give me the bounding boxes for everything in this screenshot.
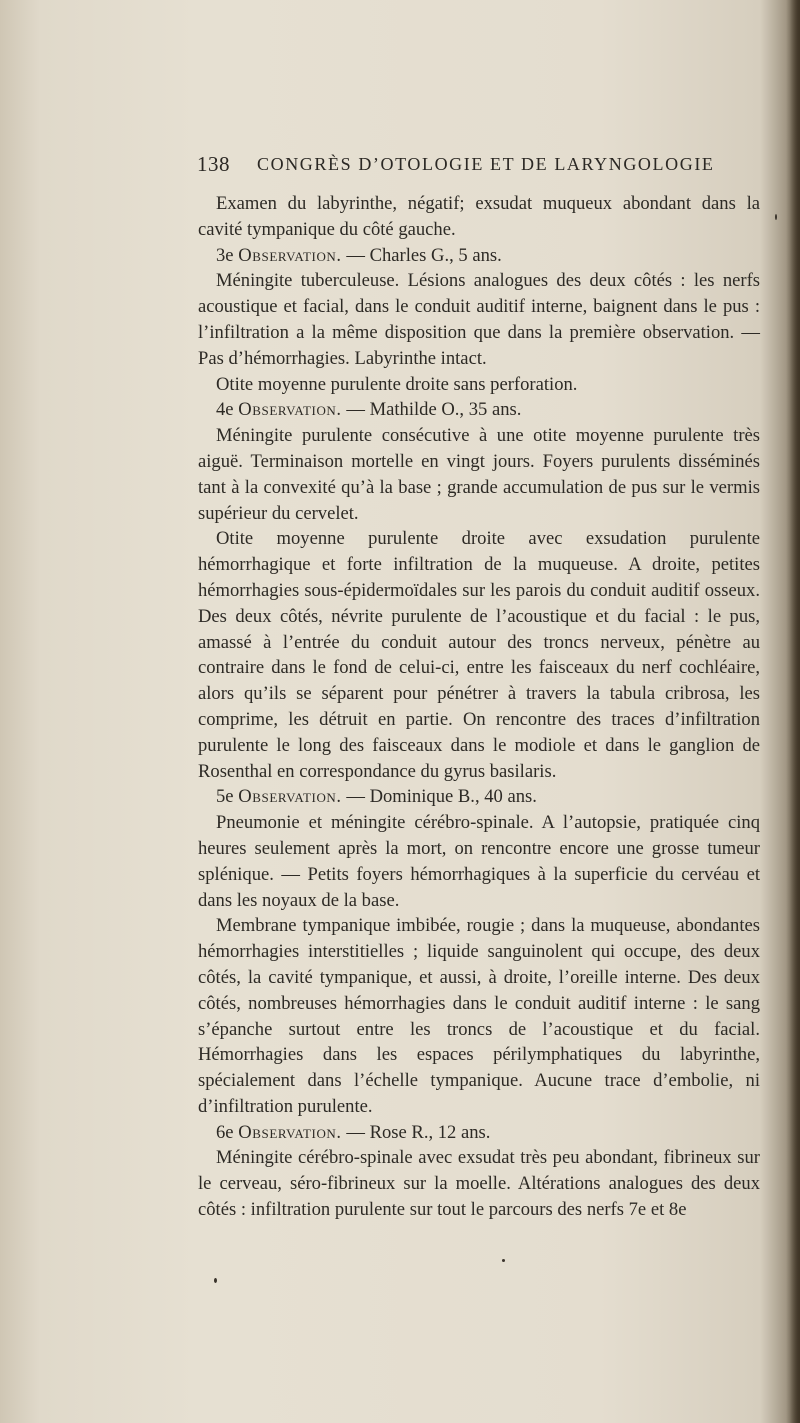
observation-heading	[198, 784, 760, 810]
observation-heading	[198, 397, 760, 423]
observation-subject: — Mathilde O., 35 ans.	[341, 399, 522, 421]
paragraph: Otite moyenne purulente droite avec exsudation purulente hémorrhagique et forte infiltration de la muqueuse. A droite, petites hémorrhagies sous-épidermoïdales sur les parois du conduit auditif osseux. Des deux côtés, névrite purulente de l’acoustique et du facial : le pus, amassé à l’entrée du conduit autour des troncs nerveux, pénètre au contraire dans le fond de celui-ci, entre les faisceaux du nerf cochléaire, alors qu’ils se séparent pour pénétrer à travers la tabula cribrosa, les comprime, les détruit en partie. On rencontre des traces d’infiltration purulente le long des faisceaux dans le modiole et dans le ganglion de Rosenthal en correspondance du gyrus basilaris.	[198, 528, 760, 782]
ink-speck	[502, 1259, 505, 1262]
observation-label: Observation.	[238, 244, 342, 266]
observation-subject: — Dominique B., 40 ans.	[341, 786, 537, 808]
page-edge-shadow	[786, 0, 800, 1423]
paragraph: Pneumonie et méningite cérébro-spinale. A l’autopsie, pratiquée cinq heures seulement après la mort, on rencontre encore une grosse tumeur splénique. — Petits foyers hémorrhagiques à la superficie du cervéau et dans les noyaux de la base.	[198, 812, 760, 911]
observation-number: 5e	[216, 786, 234, 808]
observation-label: Observation.	[238, 1121, 342, 1143]
observation-subject: — Rose R., 12 ans.	[341, 1121, 491, 1143]
paragraph: Membrane tympanique imbibée, rougie ; dans la muqueuse, abondantes hémorrhagies interstitielles ; liquide sanguinolent qui occupe, des deux côtés, la cavité tympanique, et aussi, à droite, l’oreille interne. Des deux côtés, nombreuses hémorrhagies dans le conduit auditif interne : le sang s’épanche surtout entre les troncs de l’acoustique et du facial. Hémorrhagies dans les espaces périlymphatiques du labyrinthe, spécialement dans l’échelle tympanique. Aucune trace d’embolie, ni d’infiltration purulente.	[198, 915, 760, 1117]
ink-speck	[214, 1278, 217, 1283]
paragraph: Otite moyenne purulente droite sans perforation.	[216, 373, 578, 395]
paragraph: Méningite cérébro-spinale avec exsudat très peu abondant, fibrineux sur le cerveau, séro-fibrineux sur la moelle. Altérations analogues des deux côtés : infiltration purulente sur tout le parcours des nerfs 7e et 8e	[198, 1147, 760, 1221]
observation-number: 4e	[216, 399, 234, 421]
paragraph: Examen du labyrinthe, négatif; exsudat muqueux abondant dans la cavité tympanique du côté gauche.	[198, 193, 760, 240]
paragraph: Méningite tuberculeuse. Lésions analogues des deux côtés : les nerfs acoustique et facial, dans le conduit auditif interne, baignent dans le pus : l’infiltration a la même disposition que dans la première observation. — Pas d’hémorrhagies. Labyrinthe intact.	[198, 270, 760, 369]
page-header	[197, 152, 757, 180]
ink-speck	[775, 214, 777, 220]
observation-number: 3e	[216, 244, 234, 266]
observation-heading	[198, 243, 760, 269]
running-title: CONGRÈS D’OTOLOGIE ET DE LARYNGOLOGIE	[257, 154, 715, 174]
observation-label: Observation.	[238, 399, 342, 421]
observation-subject: — Charles G., 5 ans.	[341, 244, 502, 266]
body-text	[198, 191, 760, 1223]
observation-label: Observation.	[238, 786, 342, 808]
paragraph: Méningite purulente consécutive à une otite moyenne purulente très aiguë. Terminaison mortelle en vingt jours. Foyers purulents disséminés tant à la convexité qu’à la base ; grande accumulation de pus sur le vermis supérieur du cervelet.	[198, 425, 760, 524]
observation-heading	[198, 1120, 760, 1146]
observation-number: 6e	[216, 1121, 234, 1143]
page-number: 138	[197, 152, 230, 176]
